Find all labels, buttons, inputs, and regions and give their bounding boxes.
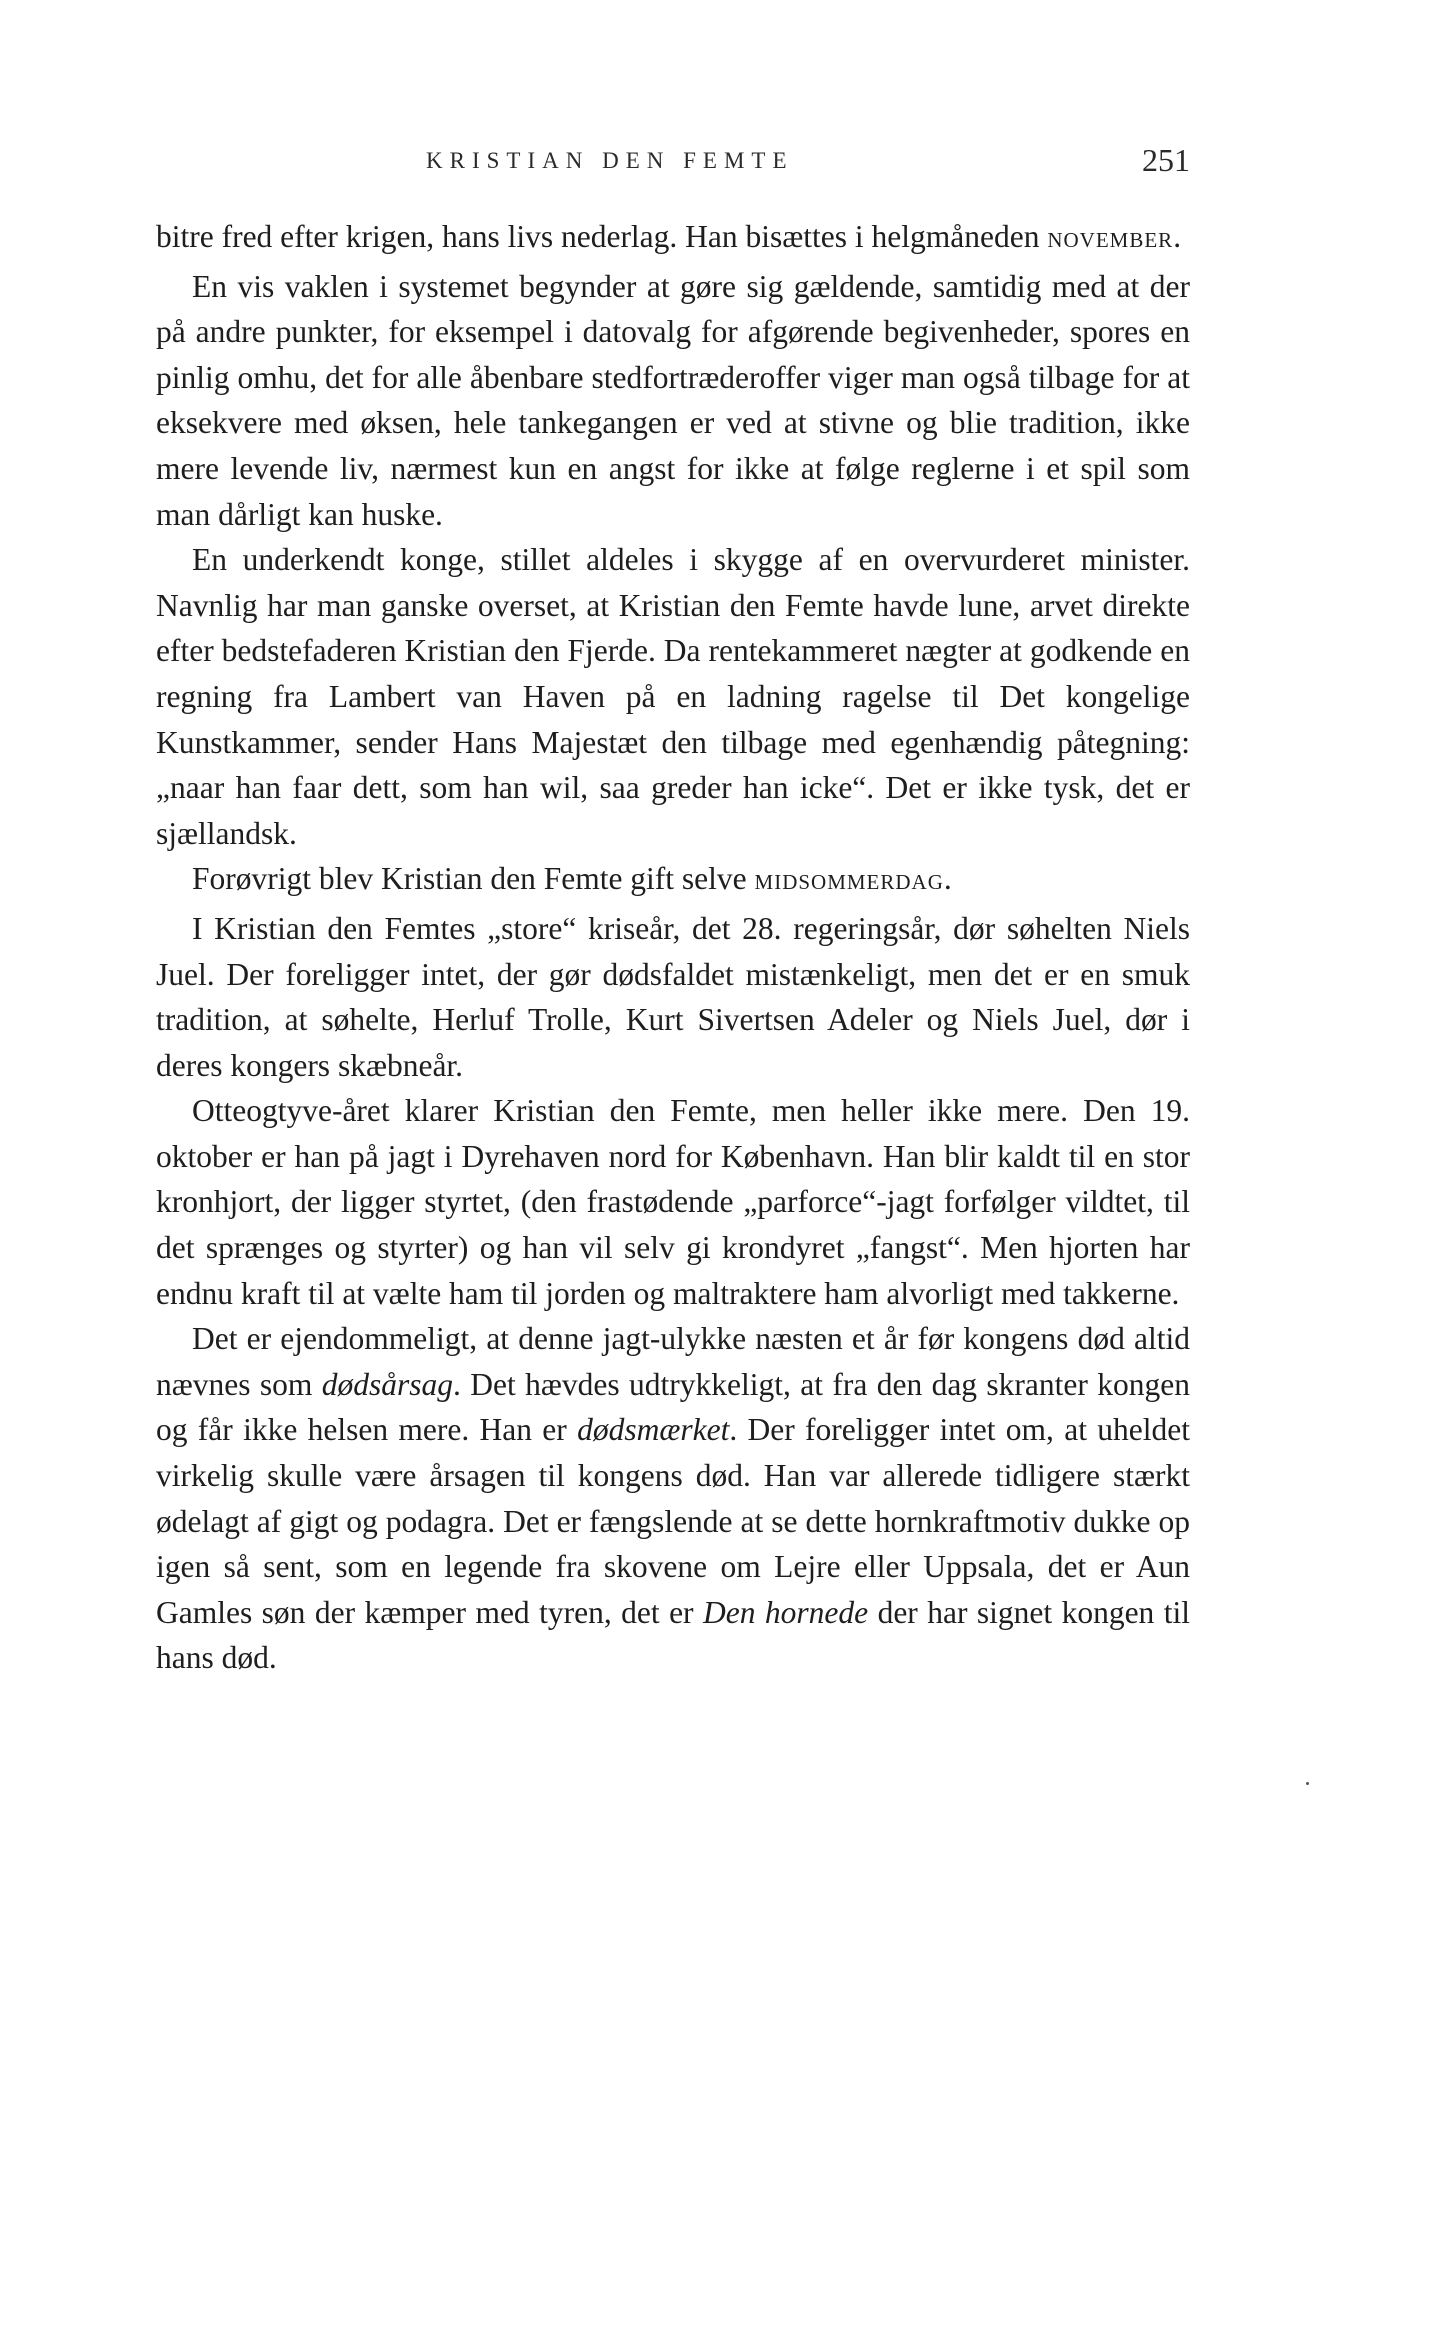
small-caps-november: NOVEMBER <box>1047 228 1174 252</box>
paragraph-5: I Kristian den Femtes „store“ kriseår, det 28. regeringsår, dør søhelten Niels Juel. Der foreligger intet, der gør dødsfaldet mistænkeligt, men det er en smuk tradition, at søhelte, Herluf Trolle, Kurt Sivertsen Adeler og Niels Juel, dør i deres kongers skæbneår. <box>156 910 1190 1083</box>
paragraph-7-text-c: . Der foreligger intet om, at uheldet virkelig skulle være årsagen til kongens død. Han var allerede tidligere stærkt ødelagt af gigt og podagra. Det er fængslende at se dette hornkraftmotiv dukke op igen så sent, som en legende fra skovene om Lejre eller Uppsala, det er Aun Gamles søn der kæmper med tyren, det er <box>156 1412 1190 1630</box>
paragraph-7-text-b: . Det hævdes udtrykkeligt, at fra den dag skranter kongen og får ikke helsen mere. Han er <box>156 1366 1190 1448</box>
paragraph-3: En underkendt konge, stillet aldeles i skygge af en overvurderet minister. Navnlig har man ganske overset, at Kristian den Femte havde lune, arvet direkte efter bedstefaderen Kristian den Fjerde. Da rentekammeret nægter at godkende en regning fra Lambert van Haven på en ladning ragelse til Det kongelige Kunstkammer, sender Hans Majestæt den tilbage med egenhændig påtegning: „naar han faar dett, som han wil, saa greder han icke“. Det er ikke tysk, det er sjællandsk. <box>156 542 1190 851</box>
paragraph-7-text-a: Det er ejendommeligt, at denne jagt-ulykke næsten et år før kongens død altid nævnes som <box>156 1321 1190 1402</box>
paragraph-4-text: Forøvrigt blev Kristian den Femte gift selve <box>192 861 755 897</box>
page-number: 251 <box>1142 142 1190 178</box>
small-caps-midsommerdag: MIDSOMMERDAG <box>754 870 944 895</box>
paragraph-4-end: . <box>943 861 952 897</box>
paragraph-6: Otteogtyve-året klarer Kristian den Femte, men heller ikke mere. Den 19. oktober er han på jagt i Dyrehaven nord for København. Han blir kaldt til en stor kronhjort, der ligger styrtet, (den frastødende „parforce“-jagt forfølger vildtet, til det sprænges og styrter) og han vil selv gi krondyret „fangst“. Men hjorten har endnu kraft til at vælte ham til jorden og maltraktere ham alvorligt med takkerne. <box>156 1093 1190 1311</box>
italic-dodsarsag: dødsårsag <box>321 1366 454 1402</box>
body-text <box>156 214 1190 1681</box>
paragraph-2: En vis vaklen i systemet begynder at gøre sig gældende, samtidig med at der på andre punkter, for eksempel i datovalg for afgørende begivenheder, spores en pinlig omhu, det for alle åbenbare stedfortræderoffer viger man også tilbage for at eksekvere med øksen, hele tankegangen er ved at stivne og blie tradition, ikke mere levende liv, nærmest kun en angst for ikke at følge reglerne i et spil som man dårligt kan huske. <box>156 268 1190 532</box>
paragraph-4 <box>156 856 1190 906</box>
page-header <box>156 142 1190 190</box>
paragraph-7-text-d: der har signet kongen til hans død. <box>156 1594 1190 1676</box>
running-title: KRISTIAN DEN FEMTE <box>426 148 794 173</box>
paragraph-7 <box>156 1316 1190 1681</box>
italic-den-hornede: Den hornede <box>702 1594 869 1630</box>
paragraph-1 <box>156 214 1190 264</box>
paragraph-1-text: bitre fred efter krigen, hans livs nederlag. Han bisættes i helgmåneden <box>156 219 1048 254</box>
paragraph-1-end: . <box>1173 219 1182 254</box>
italic-dodsmaerket: dødsmærket <box>577 1412 730 1448</box>
margin-speck <box>1306 1782 1309 1785</box>
